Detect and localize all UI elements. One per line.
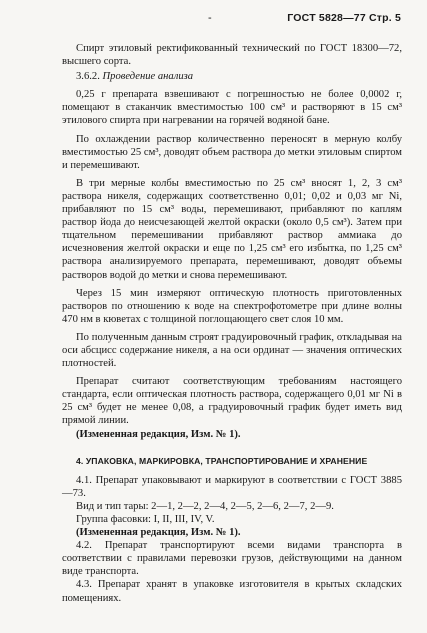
subsection-number: 3.6.2.: [76, 71, 100, 83]
paragraph-packing-group: Группа фасовки: I, II, III, IV, V.: [76, 514, 215, 525]
paragraph-container-types: Вид и тип тары: 2—1, 2—2, 2—4, 2—5, 2—6, 2—7, 2—9.: [76, 500, 334, 512]
header-dash: -: [208, 12, 212, 24]
paragraph-packing: 4.1. Препарат упаковывают и маркируют в соответствии с ГОСТ 3885—73.: [62, 474, 402, 499]
standard-number-page: ГОСТ 5828—77 Стр. 5: [287, 12, 401, 24]
page-header: [0, 12, 427, 28]
paragraph-spirit: Спирт этиловый ректификованный технический по ГОСТ 18300—72, высшего сорта.: [62, 43, 402, 68]
document-body: [62, 42, 402, 605]
subsection-title: Проведение анализа: [102, 71, 194, 83]
amendment-note: (Измененная редакция, Изм. № 1).: [76, 428, 241, 440]
section-heading: 4. УПАКОВКА, МАРКИРОВКА, ТРАНСПОРТИРОВАНИЕ И ХРАНЕНИЕ: [76, 455, 368, 466]
paragraph-criteria: Препарат считают соответствующим требованиям настоящего стандарта, если оптическая плотность раствора, содержащего 0,01 мг Ni в 25 см³ будет не менее 0,08, а градуировочный график будет иметь вид прямой линии.: [62, 376, 402, 427]
amendment-note: (Измененная редакция, Изм. № 1).: [76, 527, 241, 539]
paragraph-transport: 4.2. Препарат транспортируют всеми видами транспорта в соответствии с правилами перевозки грузов, действующими на данном виде транспорта.: [62, 540, 402, 578]
paragraph-calibration: По полученным данным строят градуировочный график, откладывая на оси абсцисс содержание никеля, а на оси ординат — значения оптических плотностей.: [62, 331, 402, 370]
paragraph-storage: 4.3. Препарат хранят в упаковке изготовителя в крытых складских помещениях.: [62, 579, 402, 604]
paragraph-measurement: Через 15 мин измеряют оптическую плотность приготовленных растворов по отношению к воде на спектрофотометре при длине волны 470 нм в кюветах с толщиной поглощающего свет слоя 10 мм.: [62, 287, 402, 325]
paragraph-cooling: По охлаждении раствор количественно переносят в мерную колбу вместимостью 25 см³, доводят объем раствора до метки этиловым спиртом и перемешивают.: [62, 133, 402, 171]
paragraph-flasks: В три мерные колбы вместимостью по 25 см³ вносят 1, 2, 3 см³ раствора никеля, содержащих соответственно 0,01; 0,02 и 0,03 мг Ni, прибавляют по 15 см³ воды, перемешивают, прибавляют по каплям раствор йода до неисчезающей желтой окраски (около 0,5 см³). Затем при тщательном перемешивании прибавляют раствор аммиака до исчезновения желтой окраски и еще по 1,25 см³ его избытка, по 1,25 см³ раствора анализируемого препарата, перемешивают, доводят объемы растворов водой до метки и снова перемешивают.: [62, 177, 402, 281]
subsection-heading: [62, 70, 402, 83]
paragraph-weighing: 0,25 г препарата взвешивают с погрешностью не более 0,0002 г, помещают в стаканчик вместимостью 100 см³ и растворяют в 15 см³ этилового спирта при нагревании на горячей водяной бане.: [62, 89, 402, 127]
